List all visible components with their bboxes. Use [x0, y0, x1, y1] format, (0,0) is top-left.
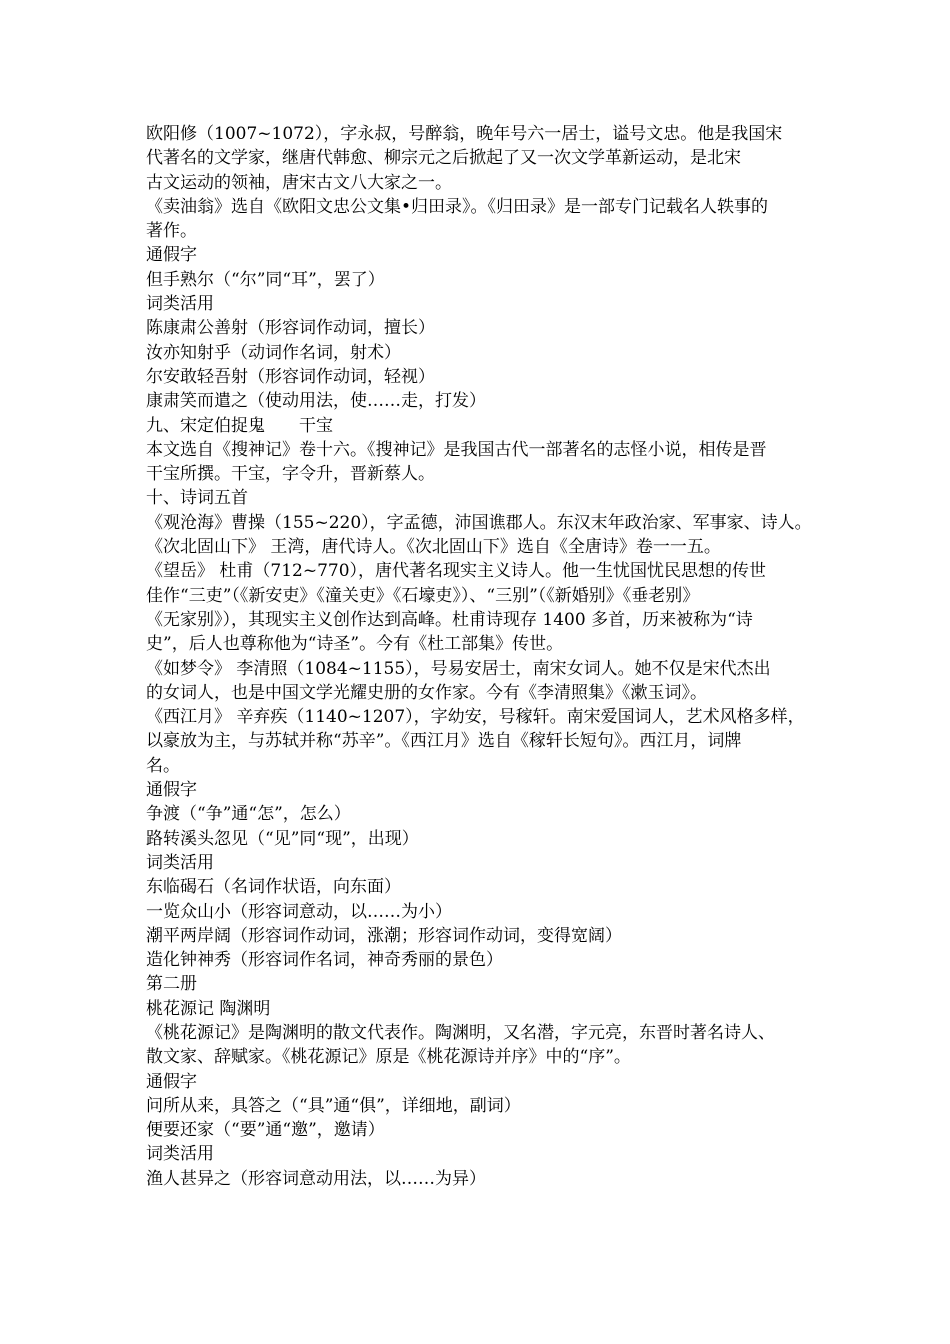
text-line: 争渡（“争”通“怎”，怎么）	[146, 804, 351, 825]
text-line: 《卖油翁》选自《欧阳文忠公文集•归田录》。《归田录》是一部专门记载名人轶事的	[146, 196, 769, 217]
text-line: 一览众山小（形容词意动，以……为小）	[146, 901, 452, 922]
text-line: 造化钟神秀（形容词作名词，神奇秀丽的景色）	[146, 950, 503, 971]
text-line: 欧阳修（1007~1072），字永叔，号醉翁，晚年号六一居士，谥号文忠。他是我国宋	[146, 124, 783, 144]
text-line: 《桃花源记》是陶渊明的散文代表作。陶渊明，又名潜，字元亮，东晋时著名诗人、	[146, 1022, 775, 1043]
text-line: 《望岳》 杜甫（712~770），唐代著名现实主义诗人。他一生忧国忧民思想的传世	[146, 561, 767, 582]
text-line: 桃花源记 陶渊明	[146, 998, 271, 1019]
text-line: 词类活用	[146, 294, 214, 315]
document-body	[146, 122, 816, 1191]
text-line: 便要还家（“要”通“邀”，邀请）	[146, 1120, 385, 1141]
text-line: 本文选自《搜神记》卷十六。《搜神记》是我国古代一部著名的志怪小说，相传是晋	[146, 439, 767, 460]
text-line: 九、宋定伯捉鬼 干宝	[146, 415, 333, 436]
text-line: 但手熟尔（“尔”同“耳”，罢了）	[146, 269, 385, 290]
text-line: 著作。	[146, 221, 197, 242]
text-line: 路转溪头忽见（“见”同“现”，出现）	[146, 828, 419, 849]
text-line: 问所从来，具答之（“具”通“俱”，详细地，副词）	[146, 1095, 521, 1116]
text-line: 词类活用	[146, 1144, 214, 1165]
text-line: 《观沧海》曹操（155~220），字孟德，沛国谯郡人。东汉末年政治家、军事家、诗人。	[146, 512, 812, 533]
text-line: 史”，后人也尊称他为“诗圣”。今有《杜工部集》传世。	[146, 634, 564, 655]
text-line: 第二册	[146, 974, 197, 995]
text-line: 通假字	[146, 245, 197, 266]
text-line: 的女词人，也是中国文学光耀史册的女作家。今有《李清照集》《漱玉词》。	[146, 682, 707, 703]
text-line: 康肃笑而遣之（使动用法，使……走，打发）	[146, 391, 486, 412]
text-line: 通假字	[146, 780, 197, 801]
text-line: 尔安敢轻吾射（形容词作动词，轻视）	[146, 366, 435, 387]
text-line: 散文家、辞赋家。《桃花源记》原是《桃花源诗并序》中的“序”。	[146, 1047, 631, 1068]
text-line: 《次北固山下》 王湾，唐代诗人。《次北固山下》选自《全唐诗》卷一一五。	[146, 537, 721, 558]
text-line: 十、诗词五首	[146, 488, 248, 509]
text-line: 以豪放为主，与苏轼并称“苏辛”。《西江月》选自《稼轩长短句》。西江月，词牌	[146, 731, 742, 752]
text-line: 干宝所撰。干宝，字令升，晋新蔡人。	[146, 464, 435, 485]
text-line: 陈康肃公善射（形容词作动词，擅长）	[146, 318, 435, 339]
text-line: 通假字	[146, 1071, 197, 1092]
text-line: 词类活用	[146, 852, 214, 873]
text-line: 古文运动的领袖，唐宋古文八大家之一。	[146, 172, 452, 193]
text-line: 佳作“三吏”（《新安吏》《潼关吏》《石壕吏》）、“三别”（《新婚别》《垂老别》	[146, 585, 700, 606]
text-line: 代著名的文学家，继唐代韩愈、柳宗元之后掀起了又一次文学革新运动，是北宋	[146, 148, 741, 169]
text-line: 汝亦知射乎（动词作名词，射术）	[146, 342, 401, 363]
text-line: 潮平两岸阔（形容词作动词，涨潮；形容词作动词，变得宽阔）	[146, 925, 622, 946]
text-line: 东临碣石（名词作状语，向东面）	[146, 877, 401, 898]
text-line: 《如梦令》 李清照（1084~1155），号易安居士，南宋女词人。她不仅是宋代杰出	[146, 658, 771, 679]
text-line: 《无家别》），其现实主义创作达到高峰。杜甫诗现存 1400 多首，历来被称为“诗	[146, 609, 753, 630]
text-line: 渔人甚异之（形容词意动用法，以……为异）	[146, 1168, 486, 1189]
text-line: 名。	[146, 755, 180, 776]
text-line: 《西江月》 辛弃疾（1140~1207），字幼安，号稼轩。南宋爱国词人，艺术风格多样，	[146, 707, 805, 728]
